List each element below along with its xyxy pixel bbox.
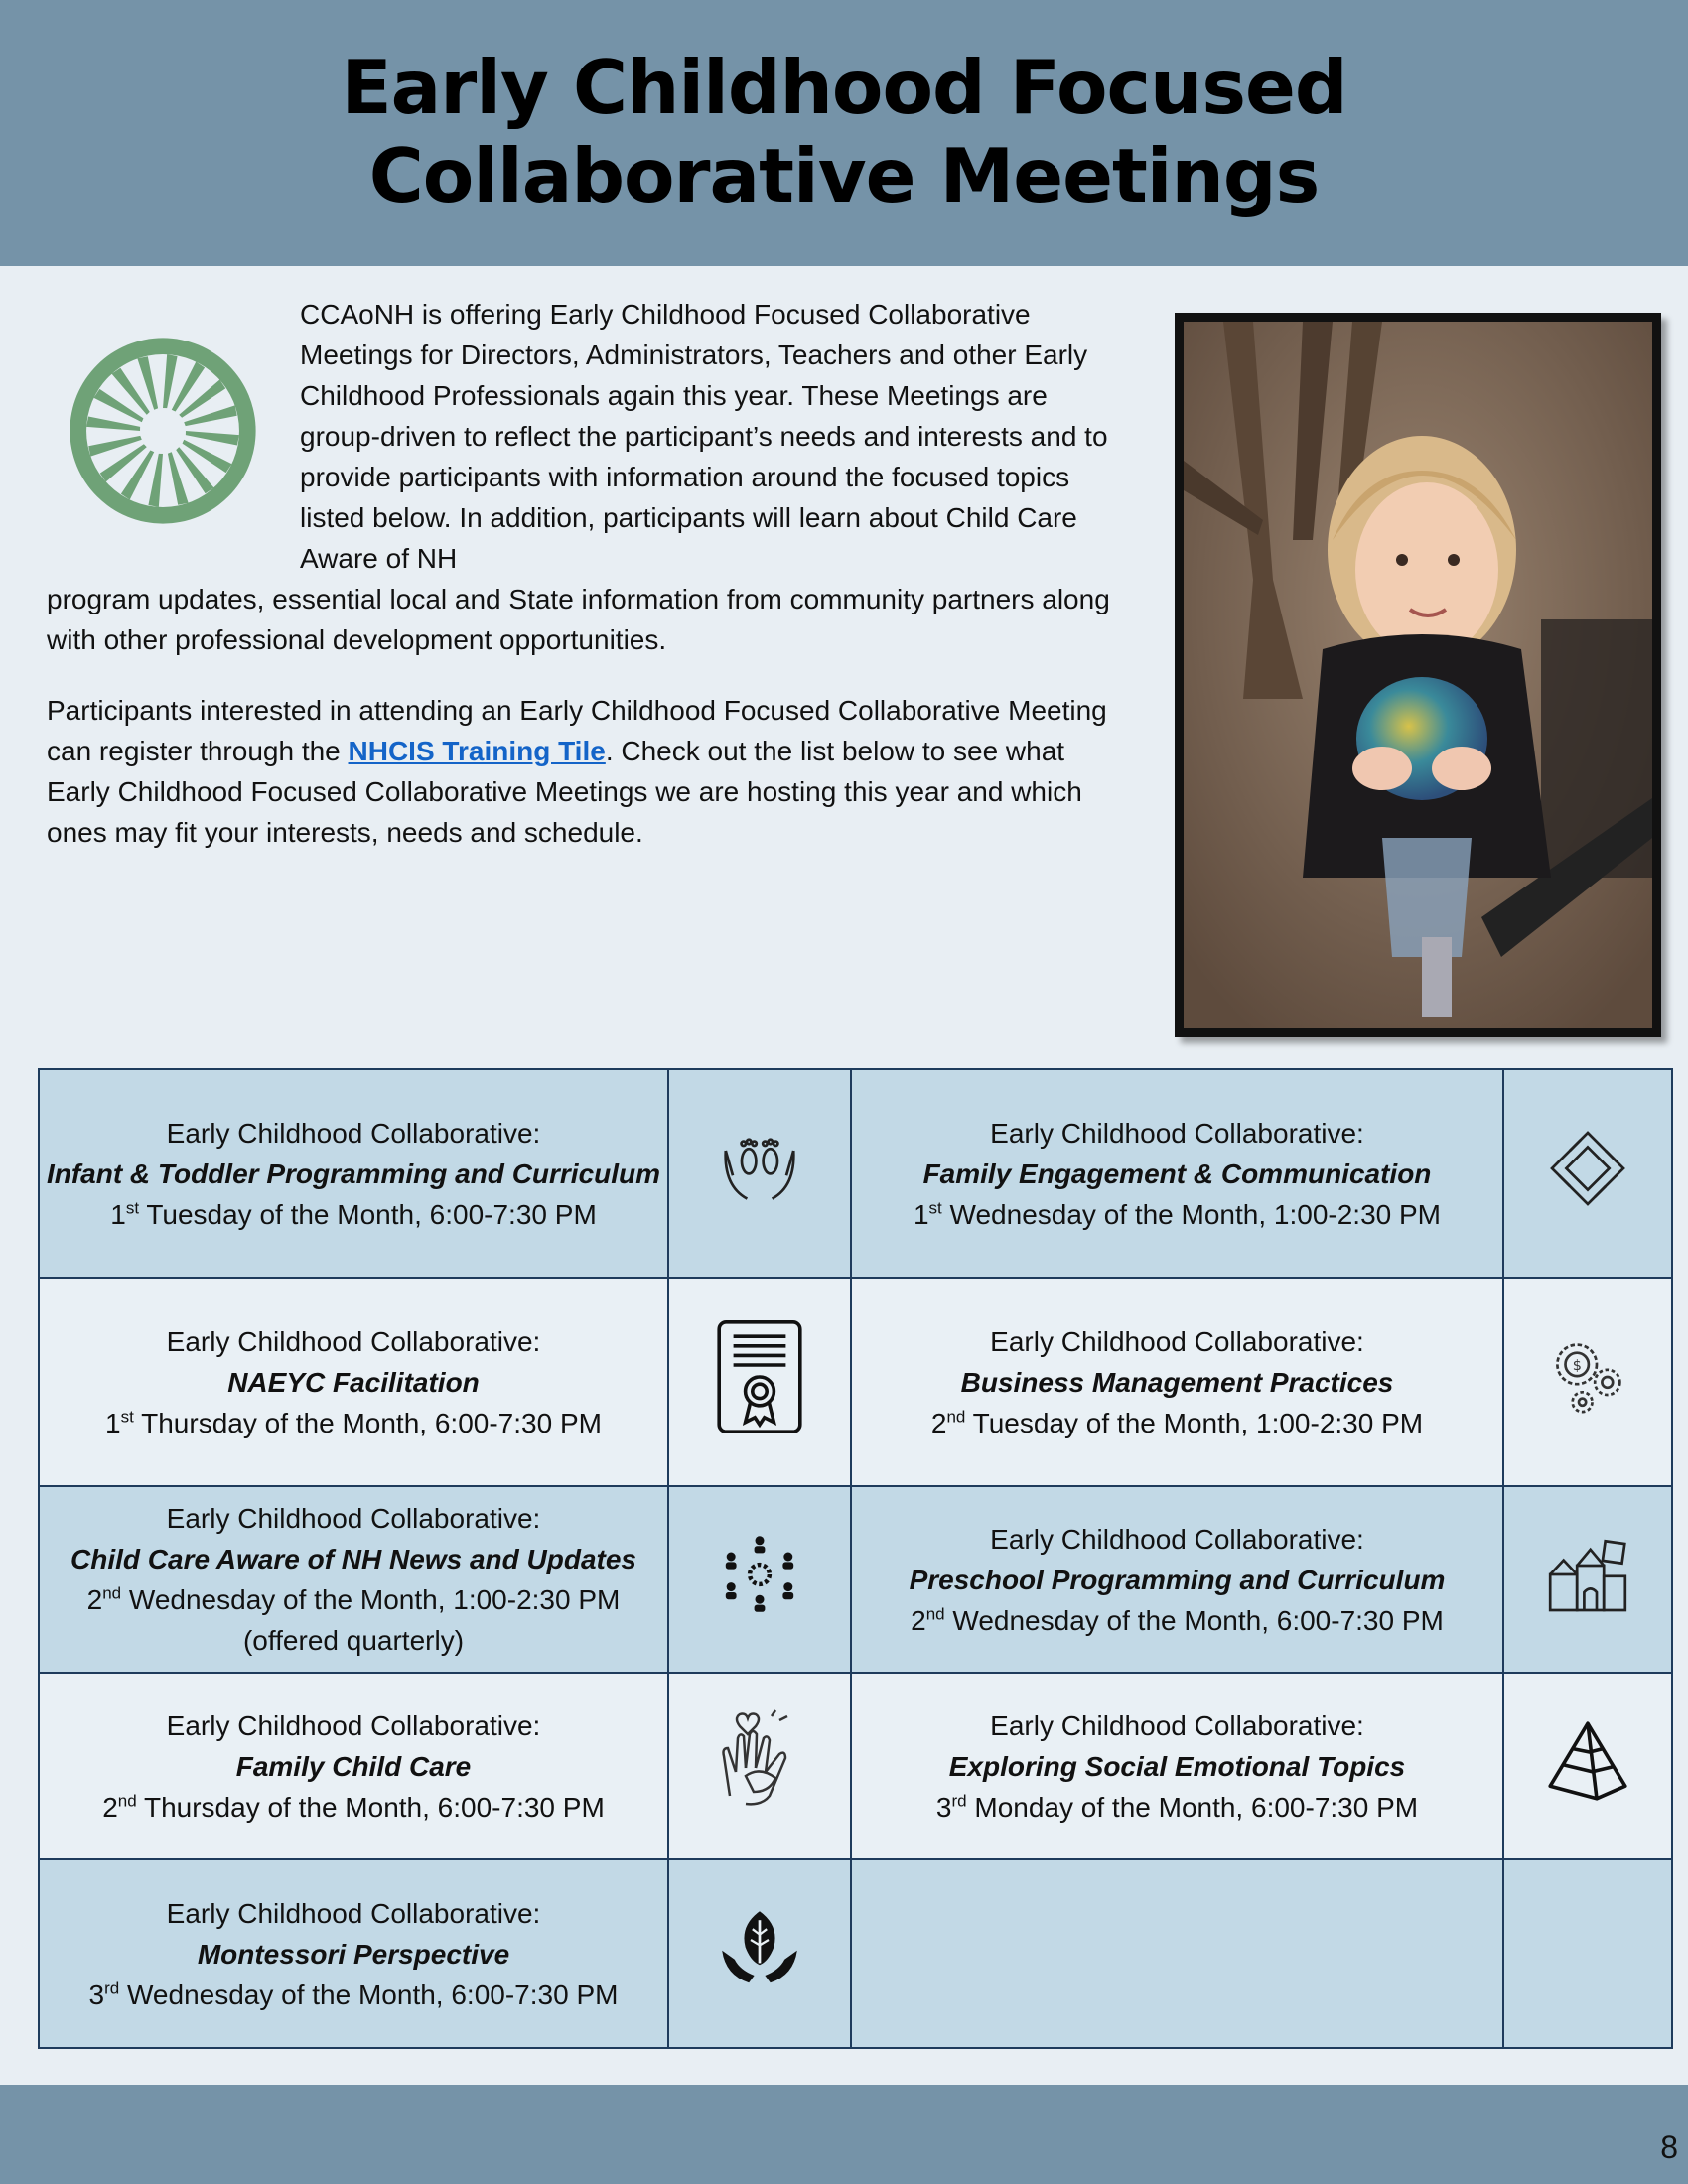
meeting-heading: Early Childhood Collaborative: [990, 1117, 1364, 1149]
meeting-heading: Early Childhood Collaborative: [990, 1523, 1364, 1555]
meeting-heading: Early Childhood Collaborative: [166, 1117, 541, 1149]
meeting-preschool [851, 1486, 1503, 1673]
schedule-row-5 [39, 1859, 1672, 2048]
meeting-social-emotional [851, 1673, 1503, 1859]
meeting-icon-cell [668, 1673, 851, 1859]
pyramid-icon [1543, 1716, 1632, 1806]
empty-cell [851, 1859, 1503, 2048]
block-castle-icon [1543, 1530, 1632, 1619]
meeting-icon-cell [1503, 1673, 1672, 1859]
page-title [0, 44, 1688, 220]
intro-text-before-link: Participants interested in attending an Early Childhood Focused Collaborative Meeting can register through the [47, 695, 1107, 766]
intro-paragraph-2 [47, 690, 1124, 853]
meeting-time: 1st Wednesday of the Month, 1:00-2:30 PM [913, 1198, 1442, 1230]
ccaonh-logo-icon [60, 328, 266, 534]
meeting-name: Business Management Practices [960, 1366, 1394, 1398]
meeting-name: Child Care Aware of NH News and Updates [70, 1544, 636, 1574]
network-people-gear-icon [715, 1530, 804, 1619]
meeting-name: NAEYC Facilitation [227, 1366, 480, 1398]
meeting-time: 2nd Thursday of the Month, 6:00-7:30 PM [102, 1791, 605, 1823]
meeting-family-child-care [39, 1673, 668, 1859]
certificate-icon [712, 1317, 807, 1436]
meeting-business-management [851, 1278, 1503, 1486]
schedule-row-2 [39, 1278, 1672, 1486]
page-title-line-1: Early Childhood Focused [341, 44, 1347, 131]
collaborative-schedule-table [38, 1068, 1673, 2049]
meeting-time: 2nd Tuesday of the Month, 1:00-2:30 PM [930, 1407, 1424, 1438]
svg-text:$: $ [1572, 1357, 1582, 1374]
caring-hands-icon [710, 1706, 809, 1816]
meeting-family-engagement [851, 1069, 1503, 1278]
footer-band [0, 2085, 1688, 2184]
meeting-icon-cell [668, 1278, 851, 1486]
meeting-note: (offered quarterly) [242, 1625, 465, 1656]
meeting-time: 3rd Monday of the Month, 6:00-7:30 PM [935, 1791, 1419, 1823]
empty-icon-cell [1503, 1859, 1672, 2048]
page-number: 8 [1660, 2129, 1678, 2165]
meeting-heading: Early Childhood Collaborative: [990, 1709, 1364, 1741]
meeting-montessori [39, 1859, 668, 2048]
meeting-icon-cell [1503, 1486, 1672, 1673]
intro-paragraph-1-continued: program updates, essential local and State information from community partners along with other professional development opportunities. [47, 584, 1110, 655]
meeting-heading: Early Childhood Collaborative: [166, 1503, 541, 1534]
linked-hands-icon [1543, 1124, 1632, 1213]
meeting-heading: Early Childhood Collaborative: [990, 1325, 1364, 1357]
meeting-infant-toddler [39, 1069, 668, 1278]
meeting-name: Family Engagement & Communication [922, 1158, 1432, 1189]
meeting-name: Preschool Programming and Curriculum [909, 1564, 1446, 1595]
intro-paragraph-1: CCAoNH is offering Early Childhood Focused Collaborative Meetings for Directors, Administrators, Teachers and other Early Childhood Professionals again this year. These Meetings are group-driven to reflect the participant’s needs and interests and to provide participants with information around the focused topics listed below. In addition, participants will learn about Child Care Aware of NH [300, 299, 1108, 574]
meeting-icon-cell [668, 1486, 851, 1673]
nhcis-training-tile-link[interactable]: NHCIS Training Tile [348, 736, 606, 766]
intro-text-after-link: . Check out the list below to see what Early Childhood Focused Collaborative Meetings we are hosting this year and which ones may fit your interests, needs and schedule. [47, 736, 1082, 848]
money-gears-icon [1543, 1332, 1632, 1422]
meeting-name: Exploring Social Emotional Topics [948, 1750, 1406, 1782]
page-title-line-2: Collaborative Meetings [368, 132, 1320, 219]
meeting-icon-cell [668, 1859, 851, 2048]
meeting-heading: Early Childhood Collaborative: [166, 1897, 541, 1929]
meeting-ccaonh-news [39, 1486, 668, 1673]
schedule-row-3 [39, 1486, 1672, 1673]
meeting-icon-cell [1503, 1278, 1672, 1486]
meeting-icon-cell [668, 1069, 851, 1278]
meeting-naeyc [39, 1278, 668, 1486]
meeting-heading: Early Childhood Collaborative: [166, 1709, 541, 1741]
meeting-name: Montessori Perspective [197, 1938, 510, 1970]
meeting-time: 2nd Wednesday of the Month, 6:00-7:30 PM [911, 1604, 1444, 1636]
meeting-name: Infant & Toddler Programming and Curriculum [46, 1158, 661, 1189]
schedule-row-1 [39, 1069, 1672, 1278]
leaf-in-hands-icon [715, 1904, 804, 1993]
schedule-row-4 [39, 1673, 1672, 1859]
child-photo [1175, 313, 1661, 1037]
meeting-heading: Early Childhood Collaborative: [166, 1325, 541, 1357]
meeting-time: 1st Tuesday of the Month, 6:00-7:30 PM [110, 1198, 597, 1230]
meeting-time: 3rd Wednesday of the Month, 6:00-7:30 PM [88, 1979, 619, 2010]
meeting-time: 1st Thursday of the Month, 6:00-7:30 PM [105, 1407, 602, 1438]
meeting-icon-cell [1503, 1069, 1672, 1278]
meeting-name: Family Child Care [235, 1750, 472, 1782]
infant-feet-hands-icon [715, 1124, 804, 1213]
meeting-time: 2nd Wednesday of the Month, 1:00-2:30 PM [86, 1583, 621, 1615]
